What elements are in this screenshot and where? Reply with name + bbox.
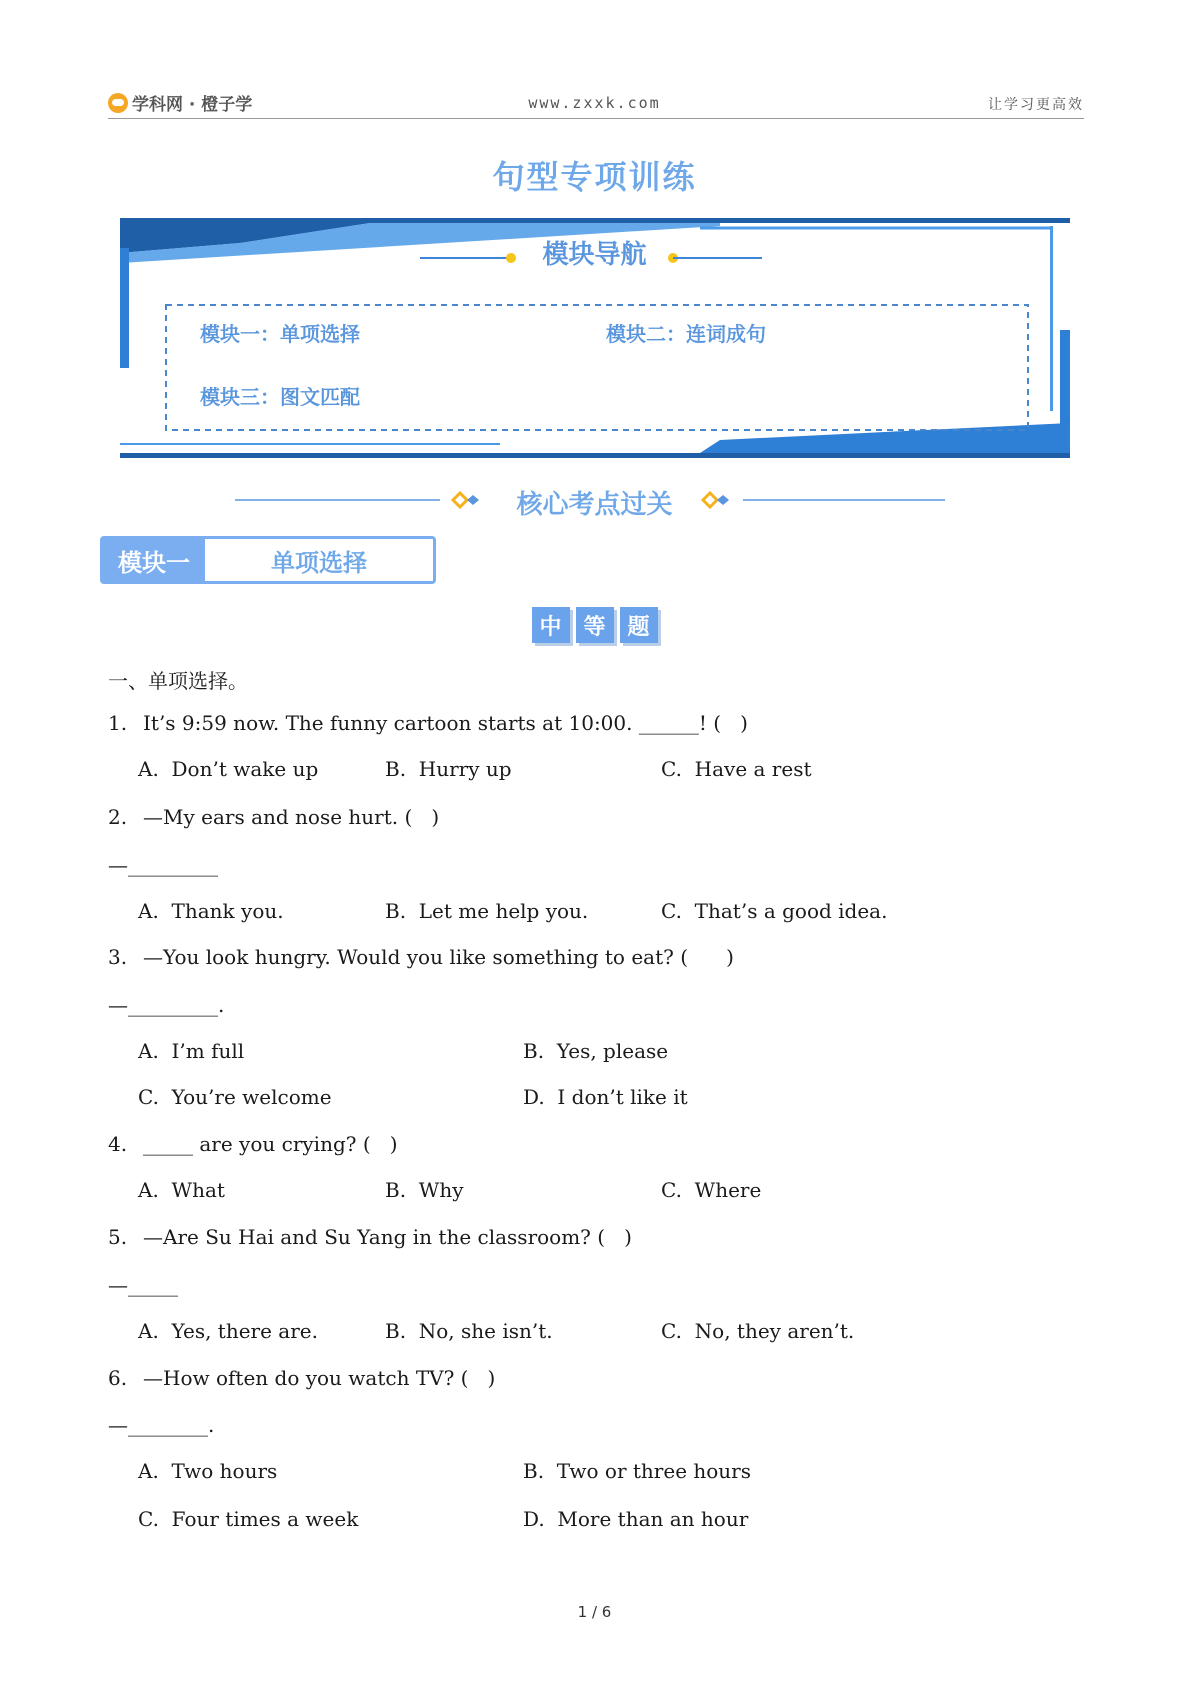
header-divider xyxy=(108,118,1084,119)
nav-heading: 模块导航 xyxy=(542,240,647,270)
nav-item-module-1[interactable]: 模块一：单项选择 xyxy=(200,322,360,346)
option-c[interactable]: C. Four times a week xyxy=(138,1507,359,1531)
difficulty-badge xyxy=(0,607,1189,643)
answer-line: —_____ xyxy=(108,1273,178,1297)
section-heading: 一、单项选择。 xyxy=(108,669,248,693)
option-a[interactable]: A. Two hours xyxy=(138,1459,278,1483)
header-slogan: 让学习更高效 xyxy=(988,97,1084,113)
option-b[interactable]: B. Yes, please xyxy=(523,1039,669,1063)
core-heading: 核心考点过关 xyxy=(516,490,673,520)
question-stem: —Are Su Hai and Su Yang in the classroom? ( ) xyxy=(143,1225,632,1249)
module-tab-title: 单项选择 xyxy=(271,548,367,577)
option-a[interactable]: A. I’m full xyxy=(138,1039,245,1063)
question-number: 2. xyxy=(108,805,128,829)
question-number: 3. xyxy=(108,945,128,969)
question-stem: —You look hungry. Would you like something to eat? ( ) xyxy=(143,945,734,969)
option-b[interactable]: B. Let me help you. xyxy=(385,899,589,923)
question-number: 6. xyxy=(108,1366,128,1390)
nav-item-module-2[interactable]: 模块二：连词成句 xyxy=(606,322,766,346)
option-c[interactable]: C. Have a rest xyxy=(661,757,812,781)
option-c[interactable]: C. That’s a good idea. xyxy=(661,899,888,923)
header-url: www.zxxk.com xyxy=(528,94,661,112)
difficulty-char: 题 xyxy=(620,607,658,643)
question-stem: _____ are you crying? ( ) xyxy=(143,1132,398,1156)
question-number: 4. xyxy=(108,1132,128,1156)
difficulty-char: 中 xyxy=(532,607,570,643)
nav-item-module-3[interactable]: 模块三：图文匹配 xyxy=(200,385,360,409)
question-number: 5. xyxy=(108,1225,128,1249)
answer-line: —________. xyxy=(108,1413,215,1437)
option-d[interactable]: D. I don’t like it xyxy=(523,1085,688,1109)
difficulty-char: 等 xyxy=(576,607,614,643)
module-tab-number: 模块一 xyxy=(103,539,205,581)
option-a[interactable]: A. What xyxy=(138,1178,225,1202)
option-b[interactable]: B. No, she isn’t. xyxy=(385,1319,553,1343)
option-a[interactable]: A. Thank you. xyxy=(138,899,284,923)
answer-line: —_________ xyxy=(108,853,218,877)
question-stem: It’s 9:59 now. The funny cartoon starts at 10:00. ______! ( ) xyxy=(143,711,748,735)
option-b[interactable]: B. Two or three hours xyxy=(523,1459,752,1483)
option-b[interactable]: B. Hurry up xyxy=(385,757,512,781)
answer-line: —_________. xyxy=(108,993,225,1017)
option-a[interactable]: A. Yes, there are. xyxy=(138,1319,318,1343)
document-title: 句型专项训练 xyxy=(492,158,697,196)
question-stem: —My ears and nose hurt. ( ) xyxy=(143,805,440,829)
option-d[interactable]: D. More than an hour xyxy=(523,1507,749,1531)
option-c[interactable]: C. You’re welcome xyxy=(138,1085,332,1109)
option-c[interactable]: C. No, they aren’t. xyxy=(661,1319,855,1343)
option-b[interactable]: B. Why xyxy=(385,1178,464,1202)
module-tab xyxy=(100,536,436,584)
option-c[interactable]: C. Where xyxy=(661,1178,762,1202)
page-number: 1 / 6 xyxy=(577,1603,612,1621)
question-stem: —How often do you watch TV? ( ) xyxy=(143,1366,496,1390)
option-a[interactable]: A. Don’t wake up xyxy=(138,757,319,781)
question-number: 1. xyxy=(108,711,128,735)
logo-text: 学科网 · 橙子学 xyxy=(132,95,253,115)
